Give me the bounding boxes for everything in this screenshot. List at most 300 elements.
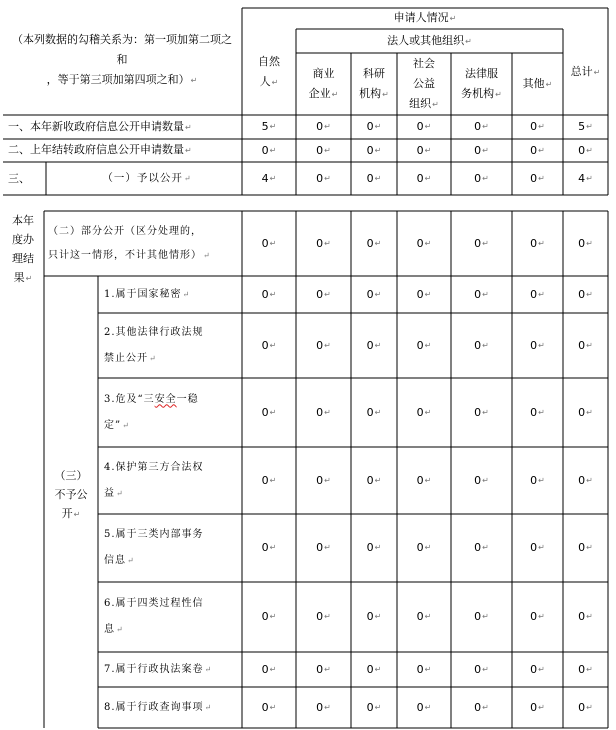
cell-value: 0 xyxy=(416,236,424,250)
not-disclose-item-6 xyxy=(104,582,242,652)
paragraph-mark-icon: ↵ xyxy=(538,612,545,621)
not-disclose-item-2 xyxy=(104,313,242,378)
cell-value: 0 xyxy=(578,662,586,676)
paragraph-mark-icon: ↵ xyxy=(116,625,124,634)
cell-value: 0 xyxy=(316,700,324,714)
paragraph-mark-icon: ↵ xyxy=(271,77,279,87)
paragraph-mark-icon: ↵ xyxy=(324,238,331,248)
cell-value: 0 xyxy=(261,236,269,250)
cell-value: 4 xyxy=(578,171,586,185)
section3-label xyxy=(3,211,43,291)
not-disclose-item-value xyxy=(518,687,558,728)
paragraph-mark-icon: ↵ xyxy=(482,543,489,552)
not-disclose-item-value xyxy=(404,582,444,652)
paragraph-mark-icon: ↵ xyxy=(269,664,277,674)
not-disclose-item-value xyxy=(249,652,289,687)
row-disclose-label xyxy=(52,162,242,195)
cell-value: 0 xyxy=(316,473,324,487)
cell-value: 4 xyxy=(261,171,269,185)
not-disclose-item-value xyxy=(304,378,344,447)
paragraph-mark-icon: ↵ xyxy=(185,146,192,155)
cell-value: 0 xyxy=(578,236,586,250)
cell-value: 0 xyxy=(416,405,424,419)
cell-value: 0 xyxy=(474,700,482,714)
cell-value: 0 xyxy=(530,610,538,623)
cell-value: 0 xyxy=(578,143,586,157)
paragraph-mark-icon: ↵ xyxy=(482,702,489,712)
cell-value: 0 xyxy=(474,610,482,623)
formula-note xyxy=(8,32,236,86)
not-disclose-item-value xyxy=(304,687,344,728)
legal-group-header xyxy=(296,29,563,53)
text-fragment: 一稳 xyxy=(176,393,199,405)
not-disclose-item-value xyxy=(462,514,502,582)
paragraph-mark-icon: ↵ xyxy=(482,122,489,131)
paragraph-mark-icon: ↵ xyxy=(586,122,593,131)
paragraph-mark-icon: ↵ xyxy=(482,475,489,485)
not-disclose-item-7-line: 7.属于行政执法案卷↵ xyxy=(104,663,213,675)
cell-value: 0 xyxy=(530,143,538,157)
paragraph-mark-icon: ↵ xyxy=(586,173,593,183)
paragraph-mark-icon: ↵ xyxy=(324,702,331,712)
not-disclose-item-value xyxy=(566,313,606,378)
paragraph-mark-icon: ↵ xyxy=(374,664,382,674)
paragraph-mark-icon: ↵ xyxy=(374,145,382,155)
paragraph-mark-icon: ↵ xyxy=(122,420,130,430)
paragraph-mark-icon: ↵ xyxy=(374,340,382,350)
paragraph-mark-icon: ↵ xyxy=(374,475,382,485)
column-header-6 xyxy=(512,53,563,115)
paragraph-mark-icon: ↵ xyxy=(538,664,545,674)
paragraph-mark-icon: ↵ xyxy=(269,475,277,485)
cell-value: 0 xyxy=(316,338,324,352)
paragraph-mark-icon: ↵ xyxy=(482,145,489,155)
not-disclose-item-value xyxy=(354,652,394,687)
paragraph-mark-icon: ↵ xyxy=(269,407,277,417)
paragraph-mark-icon: ↵ xyxy=(586,702,593,712)
paragraph-mark-icon: ↵ xyxy=(538,173,545,183)
cell-value: 0 xyxy=(530,405,538,419)
row-not-disclose-label-line: 开↵ xyxy=(61,507,81,520)
new-requests-value xyxy=(249,115,289,139)
not-disclose-item-value xyxy=(354,687,394,728)
paragraph-mark-icon: ↵ xyxy=(586,407,593,417)
not-disclose-item-value xyxy=(462,582,502,652)
not-disclose-item-value xyxy=(566,447,606,514)
paragraph-mark-icon: ↵ xyxy=(424,543,432,552)
text-fragment: 3.危及“三 xyxy=(104,393,155,405)
cell-value: 0 xyxy=(578,541,586,554)
paragraph-mark-icon: ↵ xyxy=(204,702,213,712)
not-disclose-item-1 xyxy=(104,276,242,313)
paragraph-mark-icon: ↵ xyxy=(538,122,545,131)
cell-value: 0 xyxy=(416,287,424,301)
paragraph-mark-icon: ↵ xyxy=(324,543,331,552)
not-disclose-item-value xyxy=(354,378,394,447)
not-disclose-item-value xyxy=(354,313,394,378)
column-header-1 xyxy=(242,29,296,115)
not-disclose-item-1-line: 1.属于国家秘密↵ xyxy=(104,288,191,300)
cell-value: 0 xyxy=(316,287,324,301)
not-disclose-item-value xyxy=(462,313,502,378)
partial-value xyxy=(304,211,344,276)
cell-value: 0 xyxy=(530,338,538,352)
not-disclose-item-4-line: 益↵ xyxy=(104,487,124,499)
cell-value: 0 xyxy=(474,473,482,487)
new-requests-value xyxy=(462,115,502,139)
paragraph-mark-icon: ↵ xyxy=(538,407,545,417)
not-disclose-item-value xyxy=(354,447,394,514)
paragraph-mark-icon: ↵ xyxy=(538,543,545,552)
cell-value: 0 xyxy=(530,171,538,185)
cell-value: 0 xyxy=(416,610,424,623)
not-disclose-item-value xyxy=(518,652,558,687)
not-disclose-item-value xyxy=(404,313,444,378)
paragraph-mark-icon: ↵ xyxy=(424,238,432,248)
applicant-situation-header xyxy=(242,8,608,29)
not-disclose-item-value xyxy=(566,378,606,447)
paragraph-mark-icon: ↵ xyxy=(482,340,489,350)
not-disclose-item-7 xyxy=(104,652,242,687)
paragraph-mark-icon: ↵ xyxy=(324,407,331,417)
column-header-1-line: 自然 xyxy=(258,54,280,68)
not-disclose-item-value xyxy=(404,276,444,313)
carryover-value xyxy=(566,139,606,162)
paragraph-mark-icon: ↵ xyxy=(586,475,593,485)
cell-value: 0 xyxy=(316,405,324,419)
cell-value: 0 xyxy=(366,700,374,714)
cell-value: 0 xyxy=(530,120,538,133)
not-disclose-item-value xyxy=(249,313,289,378)
paragraph-mark-icon: ↵ xyxy=(586,145,593,155)
cell-value: 0 xyxy=(261,405,269,419)
paragraph-mark-icon: ↵ xyxy=(424,612,432,621)
paragraph-mark-icon: ↵ xyxy=(586,612,593,621)
cell-value: 0 xyxy=(261,143,269,157)
cell-value: 0 xyxy=(474,171,482,185)
not-disclose-item-value xyxy=(304,582,344,652)
row-not-disclose-label-line: （三） xyxy=(54,469,88,482)
cell-value: 0 xyxy=(366,610,374,623)
not-disclose-item-value xyxy=(249,378,289,447)
row-not-disclose-label-line: 不予公 xyxy=(54,488,88,501)
paragraph-mark-icon: ↵ xyxy=(269,289,277,299)
not-disclose-item-value xyxy=(354,582,394,652)
not-disclose-item-value xyxy=(249,276,289,313)
not-disclose-item-value xyxy=(404,514,444,582)
paragraph-mark-icon: ↵ xyxy=(374,543,382,552)
cell-value: 0 xyxy=(416,143,424,157)
cell-value: 0 xyxy=(530,700,538,714)
row-partial-label xyxy=(48,215,242,272)
paragraph-mark-icon: ↵ xyxy=(269,543,277,552)
not-disclose-item-2-line: 禁止公开↵ xyxy=(104,352,157,364)
paragraph-mark-icon: ↵ xyxy=(25,274,33,283)
cell-value: 0 xyxy=(416,700,424,714)
section3-label-line: 果↵ xyxy=(13,271,33,284)
column-header-1-line: 人↵ xyxy=(259,74,279,88)
new-requests-value xyxy=(354,115,394,139)
row-partial-label-line: （二）部分公开（区分处理的， xyxy=(48,225,202,237)
row-carryover-label xyxy=(8,139,242,162)
partial-value xyxy=(354,211,394,276)
paragraph-mark-icon: ↵ xyxy=(269,340,277,350)
not-disclose-item-value xyxy=(462,447,502,514)
cell-value: 0 xyxy=(261,338,269,352)
column-header-3-line: 机构↵ xyxy=(359,86,389,100)
paragraph-mark-icon: ↵ xyxy=(586,543,593,552)
carryover-value xyxy=(354,139,394,162)
formula-note-line: （本列数据的勾稽关系为：第一项加第二项之和 xyxy=(12,32,232,66)
paragraph-mark-icon: ↵ xyxy=(482,407,489,417)
cell-value: 0 xyxy=(316,662,324,676)
paragraph-mark-icon: ↵ xyxy=(324,145,331,155)
paragraph-mark-icon: ↵ xyxy=(593,67,601,77)
cell-value: 0 xyxy=(366,662,374,676)
cell-value: 0 xyxy=(530,287,538,301)
column-header-6-line: 其他↵ xyxy=(522,76,553,90)
not-disclose-item-value xyxy=(566,276,606,313)
not-disclose-item-value xyxy=(462,378,502,447)
section3-label-line: 理结 xyxy=(12,252,34,265)
paragraph-mark-icon: ↵ xyxy=(374,173,382,183)
not-disclose-item-3-line: 定”↵ xyxy=(104,419,130,431)
disclose-value xyxy=(518,162,558,195)
column-header-5 xyxy=(451,53,512,115)
not-disclose-item-value xyxy=(518,276,558,313)
not-disclose-item-value xyxy=(462,687,502,728)
not-disclose-item-5-line: 信息↵ xyxy=(104,555,135,566)
column-header-2-line: 企业↵ xyxy=(308,86,339,100)
not-disclose-item-value xyxy=(354,276,394,313)
paragraph-mark-icon: ↵ xyxy=(424,475,432,485)
cell-value: 0 xyxy=(316,171,324,185)
paragraph-mark-icon: ↵ xyxy=(424,173,432,183)
new-requests-value xyxy=(304,115,344,139)
cell-value: 0 xyxy=(578,405,586,419)
cell-value: 0 xyxy=(416,120,424,133)
cell-value: 0 xyxy=(474,662,482,676)
not-disclose-item-value xyxy=(404,652,444,687)
paragraph-mark-icon: ↵ xyxy=(127,556,135,565)
paragraph-mark-icon: ↵ xyxy=(204,664,213,674)
text-fragment: 安全 xyxy=(154,393,177,405)
formula-note-line: ，等于第三项加第四项之和）↵ xyxy=(46,72,198,86)
paragraph-mark-icon: ↵ xyxy=(424,340,432,350)
paragraph-mark-icon: ↵ xyxy=(269,145,277,155)
applicant-situation-header-line: 申请人情况↵ xyxy=(393,11,457,24)
column-header-5-line: 法律服 xyxy=(465,66,498,80)
not-disclose-item-value xyxy=(404,378,444,447)
cell-value: 0 xyxy=(474,338,482,352)
cell-value: 0 xyxy=(416,171,424,185)
paragraph-mark-icon: ↵ xyxy=(374,702,382,712)
cell-value: 5 xyxy=(578,120,586,133)
row-new-requests-label-line: 一、本年新收政府信息公开申请数量↵ xyxy=(8,119,192,133)
not-disclose-item-value xyxy=(518,378,558,447)
paragraph-mark-icon: ↵ xyxy=(538,475,545,485)
cell-value: 0 xyxy=(366,405,374,419)
cell-value: 0 xyxy=(530,236,538,250)
paragraph-mark-icon: ↵ xyxy=(424,122,432,131)
paragraph-mark-icon: ↵ xyxy=(538,145,545,155)
not-disclose-item-8 xyxy=(104,687,242,728)
column-header-3-line: 科研 xyxy=(363,66,385,80)
paragraph-mark-icon: ↵ xyxy=(203,250,211,260)
paragraph-mark-icon: ↵ xyxy=(482,664,489,674)
paragraph-mark-icon: ↵ xyxy=(269,612,277,621)
paragraph-mark-icon: ↵ xyxy=(424,702,432,712)
paragraph-mark-icon: ↵ xyxy=(183,174,192,183)
paragraph-mark-icon: ↵ xyxy=(324,612,331,621)
not-disclose-item-value xyxy=(404,447,444,514)
cell-value: 0 xyxy=(416,541,424,554)
cell-value: 0 xyxy=(316,120,324,133)
not-disclose-item-8-line: 8.属于行政查询事项↵ xyxy=(104,701,213,713)
cell-value: 0 xyxy=(474,143,482,157)
column-header-7 xyxy=(563,29,608,115)
row-partial-label-line: 只计这一情形，不计其他情形）↵ xyxy=(48,249,211,261)
cell-value: 0 xyxy=(474,120,482,133)
paragraph-mark-icon: ↵ xyxy=(482,289,489,299)
cell-value: 0 xyxy=(474,405,482,419)
not-disclose-item-3 xyxy=(104,378,242,447)
cell-value: 0 xyxy=(416,662,424,676)
cell-value: 0 xyxy=(578,287,586,301)
paragraph-mark-icon: ↵ xyxy=(185,122,192,132)
cell-value: 0 xyxy=(416,338,424,352)
paragraph-mark-icon: ↵ xyxy=(382,89,389,99)
column-header-2 xyxy=(296,53,351,115)
column-header-4 xyxy=(397,53,451,115)
not-disclose-item-value xyxy=(249,447,289,514)
paragraph-mark-icon: ↵ xyxy=(374,238,382,248)
not-disclose-item-6-line: 息↵ xyxy=(104,624,124,635)
cell-value: 0 xyxy=(261,700,269,714)
disclose-value xyxy=(354,162,394,195)
paragraph-mark-icon: ↵ xyxy=(424,289,432,299)
row-carryover-label-line: 二、上年结转政府信息公开申请数量↵ xyxy=(8,143,192,156)
paragraph-mark-icon: ↵ xyxy=(269,238,277,248)
disclose-value xyxy=(462,162,502,195)
paragraph-mark-icon: ↵ xyxy=(495,89,502,99)
partial-value xyxy=(566,211,606,276)
cell-value: 0 xyxy=(474,236,482,250)
paragraph-mark-icon: ↵ xyxy=(432,99,439,109)
paragraph-mark-icon: ↵ xyxy=(538,340,545,350)
not-disclose-item-value xyxy=(249,582,289,652)
cell-value: 0 xyxy=(366,171,374,185)
not-disclose-item-value xyxy=(518,447,558,514)
paragraph-mark-icon: ↵ xyxy=(449,14,457,23)
paragraph-mark-icon: ↵ xyxy=(424,145,432,155)
paragraph-mark-icon: ↵ xyxy=(586,664,593,674)
paragraph-mark-icon: ↵ xyxy=(482,173,489,183)
paragraph-mark-icon: ↵ xyxy=(538,289,545,299)
column-header-4-line: 组织↵ xyxy=(409,96,439,110)
not-disclose-item-value xyxy=(249,514,289,582)
paragraph-mark-icon: ↵ xyxy=(545,79,553,89)
paragraph-mark-icon: ↵ xyxy=(324,289,331,299)
cell-value: 5 xyxy=(261,120,269,133)
not-disclose-item-4 xyxy=(104,447,242,514)
cell-value: 0 xyxy=(316,236,324,250)
new-requests-value xyxy=(404,115,444,139)
column-header-5-line: 务机构↵ xyxy=(461,86,502,100)
disclose-value xyxy=(249,162,289,195)
not-disclose-item-value xyxy=(566,514,606,582)
section3-prefix xyxy=(8,162,46,195)
not-disclose-item-value xyxy=(354,514,394,582)
paragraph-mark-icon: ↵ xyxy=(374,407,382,417)
row-disclose-label-line: （一）予以公开↵ xyxy=(102,172,192,184)
legal-group-header-line: 法人或其他组织↵ xyxy=(387,33,472,47)
paragraph-mark-icon: ↵ xyxy=(324,340,331,350)
section3-label-line: 度办 xyxy=(12,233,34,246)
cell-value: 0 xyxy=(316,143,324,157)
cell-value: 0 xyxy=(366,236,374,250)
carryover-value xyxy=(249,139,289,162)
cell-value: 0 xyxy=(261,473,269,487)
column-header-2-line: 商业 xyxy=(312,66,335,80)
not-disclose-item-value xyxy=(304,652,344,687)
cell-value: 0 xyxy=(366,120,374,133)
paragraph-mark-icon: ↵ xyxy=(465,36,472,46)
not-disclose-item-value xyxy=(249,687,289,728)
cell-value: 0 xyxy=(578,700,586,714)
column-header-4-line: 公益 xyxy=(413,76,435,90)
not-disclose-item-5 xyxy=(104,514,242,582)
not-disclose-item-value xyxy=(518,313,558,378)
partial-value xyxy=(462,211,502,276)
not-disclose-item-value xyxy=(304,514,344,582)
cell-value: 0 xyxy=(316,541,324,554)
cell-value: 0 xyxy=(578,610,586,623)
carryover-value xyxy=(304,139,344,162)
section3-prefix-line: 三、 xyxy=(8,171,30,185)
cell-value: 0 xyxy=(530,662,538,676)
paragraph-mark-icon: ↵ xyxy=(538,238,545,248)
paragraph-mark-icon: ↵ xyxy=(374,612,382,621)
paragraph-mark-icon: ↵ xyxy=(269,173,277,183)
paragraph-mark-icon: ↵ xyxy=(324,173,331,183)
cell-value: 0 xyxy=(261,287,269,301)
paragraph-mark-icon: ↵ xyxy=(586,340,593,350)
paragraph-mark-icon: ↵ xyxy=(374,289,382,299)
partial-value xyxy=(518,211,558,276)
paragraph-mark-icon: ↵ xyxy=(149,353,157,363)
paragraph-mark-icon: ↵ xyxy=(331,89,339,99)
cell-value: 0 xyxy=(416,473,424,487)
cell-value: 0 xyxy=(474,541,482,554)
paragraph-mark-icon: ↵ xyxy=(269,122,277,131)
cell-value: 0 xyxy=(366,338,374,352)
row-new-requests-label xyxy=(8,115,242,139)
not-disclose-item-value xyxy=(304,313,344,378)
cell-value: 0 xyxy=(316,610,324,623)
paragraph-mark-icon: ↵ xyxy=(324,122,331,131)
section3-label-line: 本年 xyxy=(12,214,34,227)
new-requests-value xyxy=(518,115,558,139)
partial-value xyxy=(249,211,289,276)
disclose-value xyxy=(566,162,606,195)
not-disclose-item-value xyxy=(404,687,444,728)
not-disclose-item-value xyxy=(566,582,606,652)
paragraph-mark-icon: ↵ xyxy=(424,664,432,674)
not-disclose-item-2-line: 2.其他法律行政法规 xyxy=(104,326,204,338)
cell-value: 0 xyxy=(530,473,538,487)
cell-value: 0 xyxy=(366,287,374,301)
